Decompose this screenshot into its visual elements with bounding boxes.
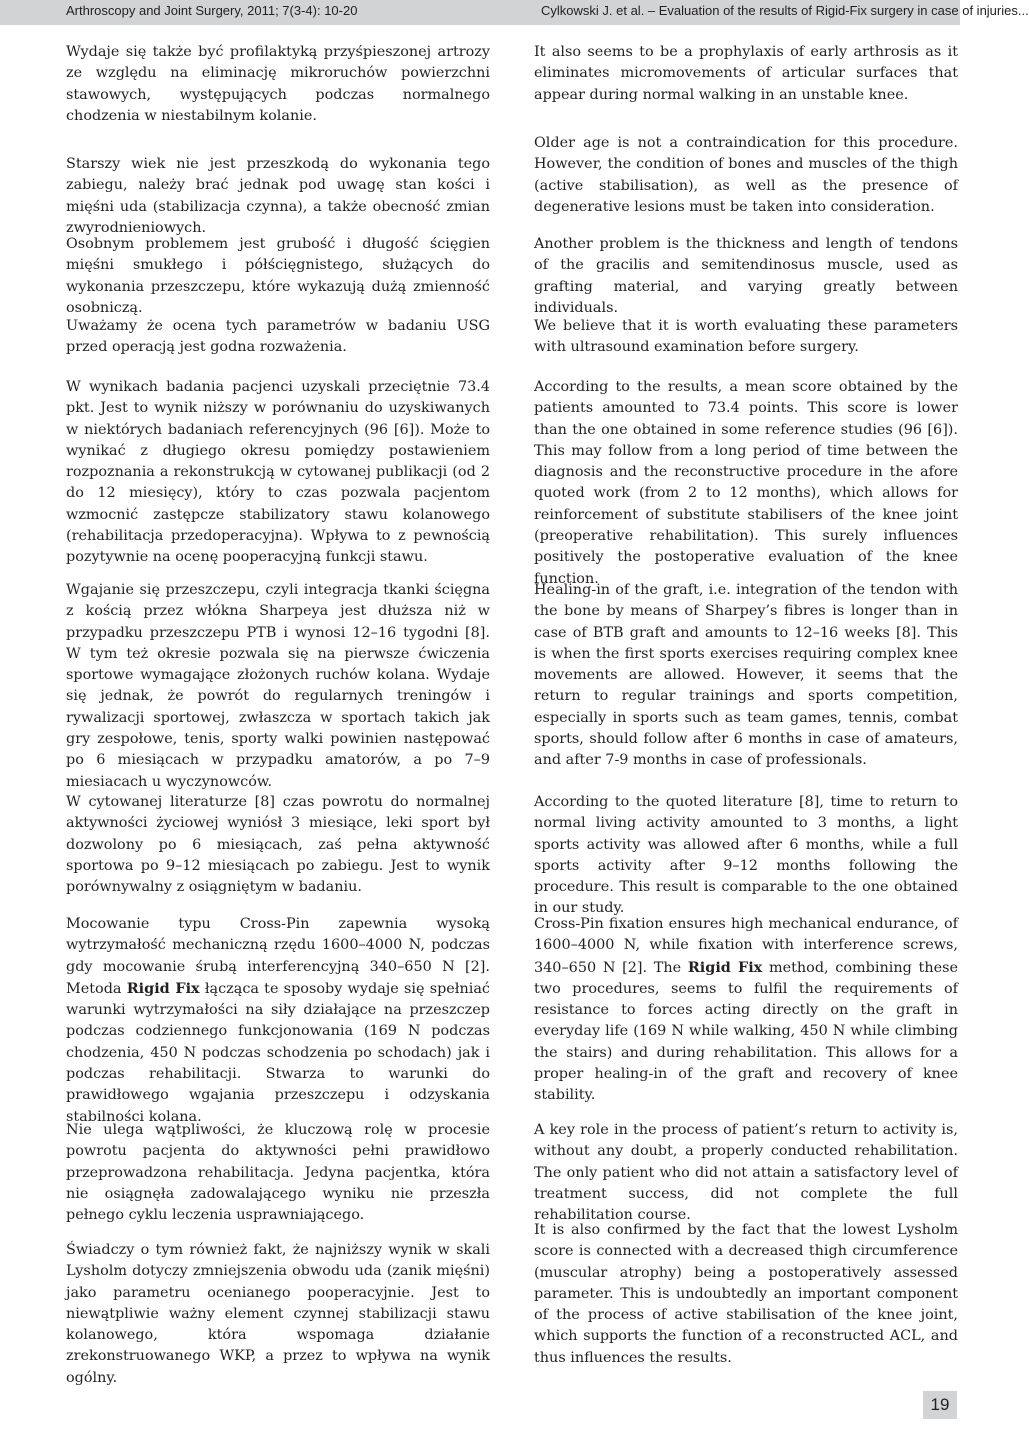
page-number: 19 <box>923 1391 957 1419</box>
journal-citation: Arthroscopy and Joint Surgery, 2011; 7(3-4): 10-20 <box>66 3 358 18</box>
en-paragraph-4: We believe that it is worth evaluating these parameters with ultrasound examination before surgery. <box>534 318 958 356</box>
pl-paragraph-8 <box>66 914 490 1128</box>
en-paragraph-6: Healing-in of the graft, i.e. integration of the tendon with the bone by means of Sharpey’s fibres is longer than in case of BTB graft and amounts to 12–16 weeks [8]. This is when the first sports exercises requiring complex knee movements are allowed. However, it seems that the return to regular trainings and sports competition, especially in sports such as team games, tennis, combat sports, should follow after 6 months in case of amateurs, and after 7-9 months in case of professionals. <box>534 582 958 769</box>
running-header <box>0 0 1029 25</box>
en-paragraph-10: It is also confirmed by the fact that the lowest Lysholm score is connected with a decreased thigh circumference (muscular atrophy) being a postoperatively assessed parameter. This is undoubtedly an important component of the process of active stabilisation of the knee joint, which supports the function of a reconstructed ACL, and thus influences the results. <box>534 1222 958 1366</box>
en-paragraph-7: According to the quoted literature [8], time to return to normal living activity amounted to 3 months, a light sports activity was allowed after 6 months, while a full sports activity after 9–12 months following the procedure. This result is comparable to the one obtained in our study. <box>534 794 958 917</box>
pl-paragraph-10: Świadczy o tym również fakt, że najniższy wynik w skali Lysholm dotyczy zmniejszenia obwodu uda (zanik mięśni) jako parametru ocenianego pooperacyjnie. Jest to niewątpliwie ważny element czynnej stabilizacji stawu kolanowego, która wspomaga działanie zrekonstruowanego WKP, a przez to wpływa na wynik ogólny. <box>66 1242 490 1386</box>
pl-paragraph-6: Wgajanie się przeszczepu, czyli integracja tkanki ścięgna z kością przez włókna Sharpeya jest dłuższa niż w przypadku przeszczepu PTB i wynosi 12–16 tygodni [8]. W tym też okresie pozwala się na pierwsze ćwiczenia sportowe wymagające złożonych ruchów kolana. Wydaje się jednak, że powrót do regularnych treningów i rywalizacji sportowej, zwłaszcza w sportach takich jak gry zespołowe, tenis, sporty walki powinien następować po 6 miesiącach w przypadku amatorów, a po 7–9 miesiacach u wyczynowców. <box>66 582 490 790</box>
pl-p8-text-a: Mocowanie typu Cross-Pin zapewnia wysoką wytrzymałość mechaniczną rzędu 1600–4000 N, podczas gdy mocowanie śrubą interferencyjną 340–650 N [2]. Metoda <box>66 916 490 997</box>
article-running-title: Cylkowski J. et al. – Evaluation of the results of Rigid-Fix surgery in case of injuries... <box>541 3 1029 18</box>
pl-paragraph-4: Uważamy że ocena tych parametrów w badaniu USG przed operacją jest godna rozważenia. <box>66 318 490 356</box>
pl-paragraph-2: Starszy wiek nie jest przeszkodą do wykonania tego zabiegu, należy brać jednak pod uwagę stan kości i mięśni uda (stabilizacja czynna), a także obecność zmian zwyrodnieniowych. <box>66 156 490 236</box>
en-paragraph-9: A key role in the process of patient’s return to activity is, without any doubt, a properly conducted rehabilitation. The only patient who did not attain a satisfactory level of treatment success, did not complete the full rehabilitation course. <box>534 1122 958 1224</box>
pl-paragraph-7: W cytowanej literaturze [8] czas powrotu do normalnej aktywności życiowej wyniósł 3 miesiące, leki sport był dozwolony po 6 miesiącach, zaś pełna aktywność sportowa po 9–12 miesiącach po zabiegu. Jest to wynik porównywalny z osiągniętym w badaniu. <box>66 794 490 896</box>
en-paragraph-8 <box>534 914 958 1107</box>
pl-paragraph-9: Nie ulega wątpliwości, że kluczową rolę w procesie powrotu pacjenta do aktywności pełni prawidłowo przeprowadzona rehabilitacja. Jedyna pacjentka, która nie osiągnęła zadowalającego wyniku nie przeszła pełnego cyklu leczenia usprawniającego. <box>66 1122 490 1224</box>
en-paragraph-5: According to the results, a mean score obtained by the patients amounted to 73.4 points. This score is lower than the one obtained in some reference studies (96 [6]). This may follow from a long period of time between the diagnosis and the reconstructive procedure in the afore quoted work (from 2 to 12 months), which allows for reinforcement of substitute stabilisers of the knee joint (preoperative rehabilitation). This surely influences positively the postoperative evaluation of the knee function. <box>534 379 958 587</box>
pl-paragraph-3: Osobnym problemem jest grubość i długość ścięgien mięśni smukłego i półścięgnistego, służących do wykonania przeszczepu, które wykazują dużą zmienność osobniczą. <box>66 236 490 316</box>
en-paragraph-1: It also seems to be a prophylaxis of early arthrosis as it eliminates micromovements of articular surfaces that appear during normal walking in an unstable knee. <box>534 44 958 103</box>
pl-paragraph-5: W wynikach badania pacjenci uzyskali przeciętnie 73.4 pkt. Jest to wynik niższy w porównaniu do uzyskiwanych w niektórych badaniach referencyjnych (96 [6]). Może to wynikać z długiego okresu pomiędzy postawieniem rozpoznania a rekonstrukcją w cytowanej publikacji (od 2 do 12 miesięcy), który to czas pozwala pacjentom wzmocnić zastępcze stabilizatory stawu kolanowego (rehabilitacja przedoperacyjna). Wpływa to z pewnością pozytywnie na ocenę pooperacyjną funkcji stawu. <box>66 379 490 566</box>
en-rigid-fix-term: Rigid Fix <box>687 958 763 976</box>
en-p8-text-b: method, combining these two procedures, seems to fulfil the requirements of resistance to forces acting directly on the graft in everyday life (169 N while walking, 450 N while climbing the stairs) and during rehabilitation. This allows for a proper healing-in of the graft and recovery of knee stability. <box>534 959 959 1104</box>
en-paragraph-3: Another problem is the thickness and length of tendons of the gracilis and semitendinosus muscle, used as grafting material, and varying greatly between individuals. <box>534 236 958 316</box>
en-p8-text-a: Cross-Pin fixation ensures high mechanical endurance, of 1600–4000 N, while fixation with interference screws, 340–650 N [2]. The <box>534 916 958 976</box>
pl-paragraph-1: Wydaje się także być profilaktyką przyśpieszonej artrozy ze względu na eliminację mikroruchów powierzchni stawowych, występujących podczas normalnego chodzenia w niestabilnym kolanie. <box>66 44 490 124</box>
pl-p8-text-b: łącząca te sposoby wydaje się spełniać warunki wytrzymałości na siły działające na przeszczep podczas codziennego funkcjonowania (169 N podczas chodzenia, 450 N podczas schodzenia po schodach) jak i podczas rehabilitacji. Stwarza to warunki do prawidłowego wgajania przeszczepu i odzyskania stabilności kolana. <box>66 980 490 1125</box>
en-paragraph-2: Older age is not a contraindication for this procedure. However, the condition of bones and muscles of the thigh (active stabilisation), as well as the presence of degenerative lesions must be taken into consideration. <box>534 135 958 215</box>
pl-rigid-fix-term: Rigid Fix <box>126 979 200 997</box>
